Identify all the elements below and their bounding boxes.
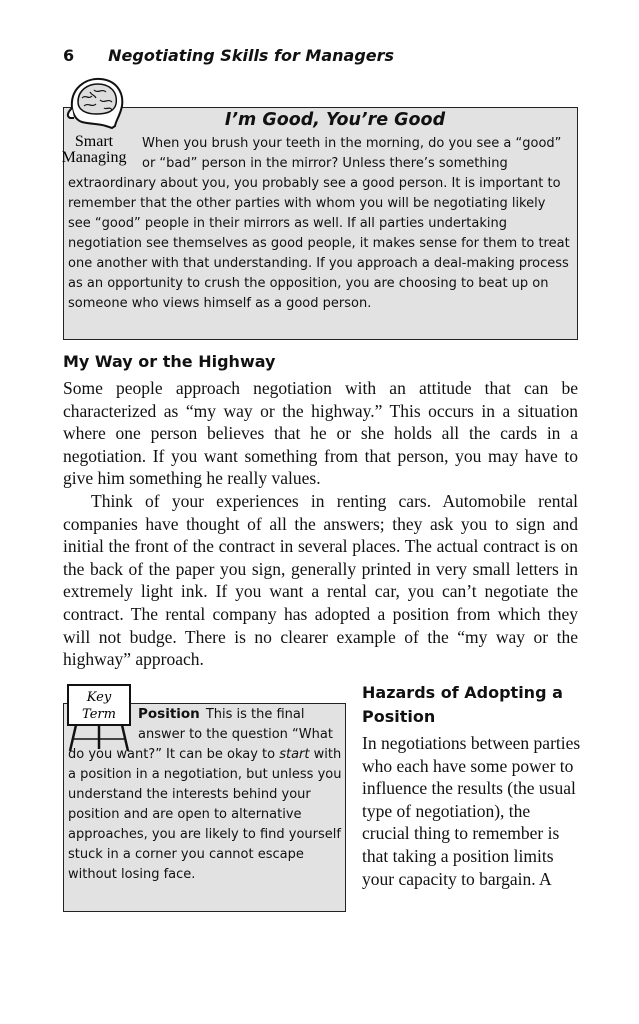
paragraph: Think of your experiences in renting cars. Automobile rental companies have thought of all the answers; they ask you to sign and initial the front of the contract in several places. The actual contract is on the back of the paper you sign, generally printed in very small letters in extremely light ink. If you want a rental car, you can’t negotiate the contract. The rental company has adopted a position from which they will not budge. There is no clearer example of the “my way or the highway” approach. — [63, 490, 578, 670]
icon-label-key: Key — [86, 690, 112, 705]
paragraph: Some people approach negotiation with an attitude that can be characterized as “my way or the highway.” This occurs in a situation where one person believes that he or she holds all the cards in a negotiation. If you want something from that person, you may have to give him something he really values. — [63, 378, 578, 489]
icon-wrap-spacer — [68, 134, 142, 174]
section-heading-hazards: Hazards of Adopting a Position — [362, 683, 563, 726]
page-number: 6 — [63, 46, 75, 65]
key-term-word: Position — [138, 706, 200, 722]
icon-label-smart: Smart — [74, 133, 114, 150]
icon-wrap-spacer — [68, 704, 138, 744]
section-body-hazards: In negotiations between parties who each have some power to influence the results (the usual type of negotiation), the crucial thing to remember is that taking a position limits your capacity to bargain. A — [362, 733, 581, 889]
key-term-body — [68, 704, 342, 885]
section-body-highway — [63, 377, 578, 671]
definition-text: with a position in a negotiation, but unless you understand the interests behind your position and are open to alternative approaches, you are likely to find yourself stuck in a corner you cannot escape without losing face. — [68, 747, 342, 882]
sidebar-body — [68, 134, 572, 314]
running-head — [63, 46, 394, 65]
sidebar-text: When you brush your teeth in the morning, do you see a “good” or “bad” person in the mirror? Unless there’s something extraordinary about you, you probably see a good person. It is important to remember that the other parties with whom you will be negotiating likely see “good” people in their mirrors as well. If all parties undertaking negotiation see themselves as good people, it makes sense for them to treat one another with that understanding. If you approach a deal-making process as an opportunity to crush the opposition, you are choosing to beat up on someone who views himself as a good person. — [68, 136, 570, 311]
icon-label-managing: Managing — [61, 149, 127, 166]
sidebar-title: I’m Good, You’re Good — [224, 110, 446, 130]
definition-text: This is the final answer to the question “What do you want?” It can be okay to — [68, 707, 333, 762]
book-title: Negotiating Skills for Managers — [108, 46, 395, 65]
definition-emphasis: start — [279, 747, 310, 762]
icon-label-term: Term — [82, 707, 116, 722]
section-heading-highway: My Way or the Highway — [63, 352, 276, 371]
